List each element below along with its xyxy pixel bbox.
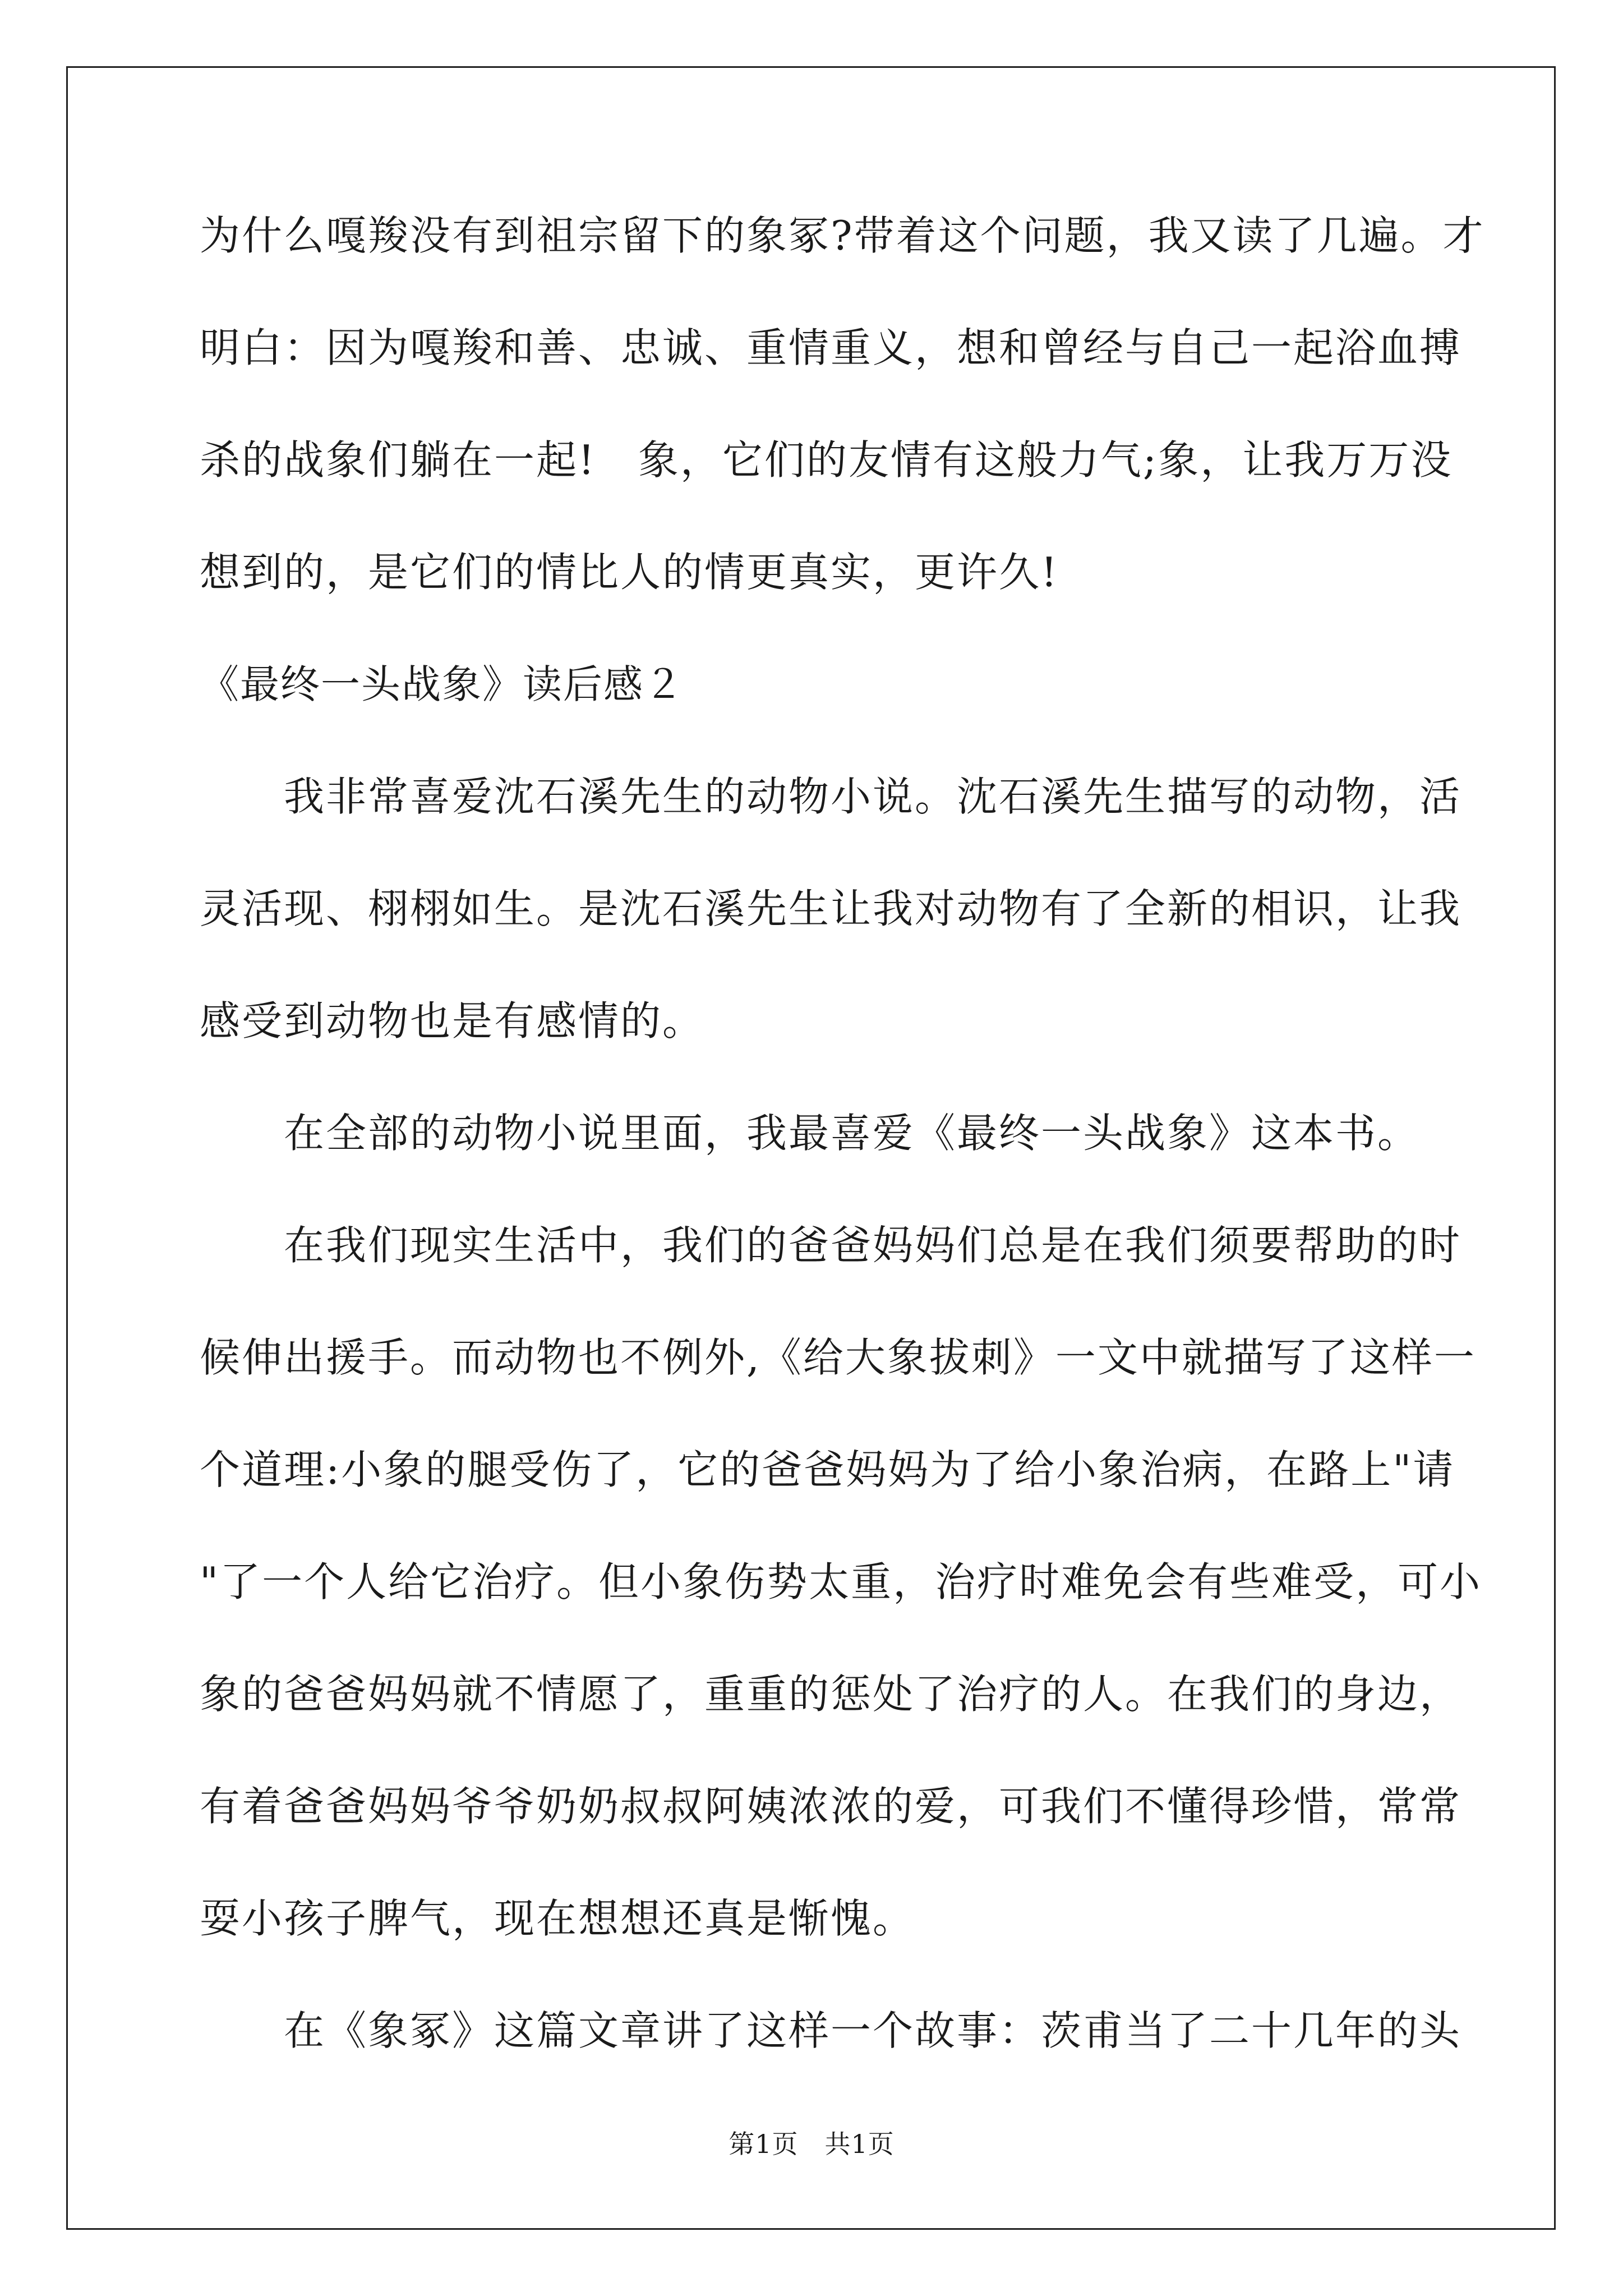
text-line: 想到的，是它们的情比人的情更真实，更许久! xyxy=(200,549,1059,596)
text-line: 灵活现、栩栩如生。是沈石溪先生让我对动物有了全新的相识，让我 xyxy=(200,885,1462,932)
text-line: 为什么嘎羧没有到祖宗留下的象冢?带着这个问题，我又读了几遍。才 xyxy=(200,212,1485,259)
text-line: 在全部的动物小说里面，我最喜爱《最终一头战象》这本书。 xyxy=(200,1110,1420,1157)
document-body xyxy=(200,180,1485,2087)
section-title: 《最终一头战象》读后感２ xyxy=(200,661,684,707)
text-line: 我非常喜爱沈石溪先生的动物小说。沈石溪先生描写的动物，活 xyxy=(200,773,1462,820)
text-line: 杀的战象们躺在一起! 象，它们的友情有这般力气;象，让我万万没 xyxy=(200,436,1453,484)
text-line: 感受到动物也是有感情的。 xyxy=(200,997,705,1045)
text-line: 个道理:小象的腿受伤了，它的爸爸妈妈为了给小象治病，在路上"请 xyxy=(200,1446,1455,1493)
text-line: 明白：因为嘎羧和善、忠诚、重情重义，想和曾经与自己一起浴血搏 xyxy=(200,324,1462,371)
text-line: 在《象冢》这篇文章讲了这样一个故事：茨甫当了二十几年的头 xyxy=(200,2007,1462,2054)
text-line: 候伸出援手。而动物也不例外,《给大象拔刺》一文中就描写了这样一 xyxy=(200,1334,1476,1381)
text-line: 在我们现实生活中，我们的爸爸妈妈们总是在我们须要帮助的时 xyxy=(200,1222,1462,1269)
text-line: 象的爸爸妈妈就不情愿了，重重的惩处了治疗的人。在我们的身边， xyxy=(200,1671,1462,1718)
page-number-footer: 第1页 共1页 xyxy=(728,2129,895,2159)
text-line: "了一个人给它治疗。但小象伤势太重，治疗时难免会有些难受，可小 xyxy=(200,1558,1482,1605)
text-line: 有着爸爸妈妈爷爷奶奶叔叔阿姨浓浓的爱，可我们不懂得珍惜，常常 xyxy=(200,1783,1462,1830)
text-line: 耍小孩子脾气，现在想想还真是惭愧。 xyxy=(200,1895,915,1942)
